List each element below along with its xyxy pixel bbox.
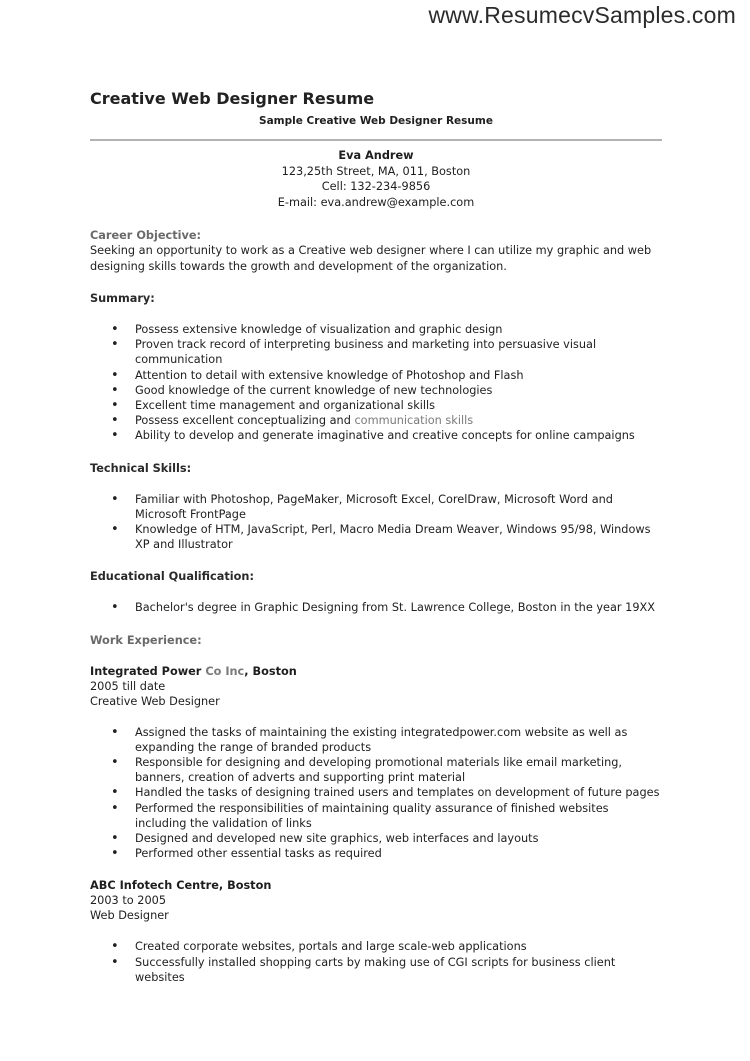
list-item: • Created corporate websites, portals and large scale-web applications [90, 939, 662, 954]
list-item: • Successfully installed shopping carts by making use of CGI scripts for business client websites [90, 955, 662, 985]
list-item: • Responsible for designing and developing promotional materials like email marketing, banners, creation of adverts and supporting print material [90, 755, 662, 785]
section-heading: Technical Skills: [90, 461, 192, 475]
resume-document [90, 88, 662, 985]
list-item: • Knowledge of HTM, JavaScript, Perl, Macro Media Dream Weaver, Windows 95/98, Windows XP and Illustrator [90, 522, 662, 552]
summary-list [90, 322, 662, 444]
candidate-name: Eva Andrew [338, 149, 414, 162]
list-item: • Ability to develop and generate imaginative and creative concepts for online campaigns [90, 428, 662, 443]
list-item: • Good knowledge of the current knowledge of new technologies [90, 383, 662, 398]
section-heading: Summary: [90, 292, 155, 305]
section-heading: Work Experience: [90, 633, 202, 647]
job-company-name: Integrated Power [90, 664, 206, 678]
list-item-highlight: communication skills [354, 414, 474, 428]
contact-email: E-mail: eva.andrew@example.com [277, 195, 475, 209]
education-list [90, 600, 662, 615]
list-item: • Possess extensive knowledge of visualization and graphic design [90, 322, 662, 337]
list-item: • Performed the responsibilities of maintaining quality assurance of finished websites including the validation of links [90, 801, 662, 831]
contact-cell: Cell: 132-234-9856 [321, 180, 431, 193]
career-objective-section [90, 228, 662, 274]
section-heading: Educational Qualification: [90, 570, 254, 584]
list-item: • Proven track record of interpreting business and marketing into persuasive visual communication [90, 337, 662, 367]
list-item: • Designed and developed new site graphics, web interfaces and layouts [90, 831, 662, 846]
job-company [90, 664, 662, 679]
education-section [90, 569, 662, 615]
career-objective-text: Seeking an opportunity to work as a Creative web designer where I can utilize my graphic and web designing skills towards the growth and development of the organization. [90, 244, 652, 273]
section-heading: Career Objective: [90, 229, 202, 242]
job-duties-list [90, 939, 662, 985]
list-item: • Excellent time management and organizational skills [90, 398, 662, 413]
contact-block [90, 148, 662, 210]
list-item: • Assigned the tasks of maintaining the existing integratedpower.com website as well as expanding the range of branded products [90, 725, 662, 755]
work-experience-section [90, 633, 662, 985]
list-item [90, 413, 662, 428]
job-role: Web Designer [90, 909, 169, 923]
list-item: • Familiar with Photoshop, PageMaker, Microsoft Excel, CorelDraw, Microsoft Word and Microsoft FrontPage [90, 492, 662, 522]
job-company-location: , Boston [244, 664, 297, 678]
list-item: • Performed other essential tasks as required [90, 846, 662, 861]
list-item-text: Possess excellent conceptualizing and [135, 414, 355, 428]
job-dates: 2005 till date [90, 679, 166, 693]
page-title: Creative Web Designer Resume [90, 89, 375, 108]
page-subtitle: Sample Creative Web Designer Resume [259, 115, 493, 127]
job-company-highlight: Co Inc [205, 664, 245, 678]
technical-skills-list [90, 492, 662, 553]
job-duties-list [90, 725, 662, 862]
technical-skills-section [90, 461, 662, 553]
contact-address: 123,25th Street, MA, 011, Boston [281, 164, 471, 178]
job-dates: 2003 to 2005 [90, 894, 167, 908]
site-watermark: www.ResumecvSamples.com [428, 2, 736, 28]
summary-section [90, 291, 662, 444]
job-company: ABC Infotech Centre, Boston [90, 879, 272, 893]
job-role: Creative Web Designer [90, 694, 220, 708]
divider [90, 139, 662, 141]
list-item: • Attention to detail with extensive knowledge of Photoshop and Flash [90, 368, 662, 383]
list-item: • Bachelor's degree in Graphic Designing from St. Lawrence College, Boston in the year 19XX [90, 600, 662, 615]
list-item: • Handled the tasks of designing trained users and templates on development of future pages [90, 785, 662, 800]
